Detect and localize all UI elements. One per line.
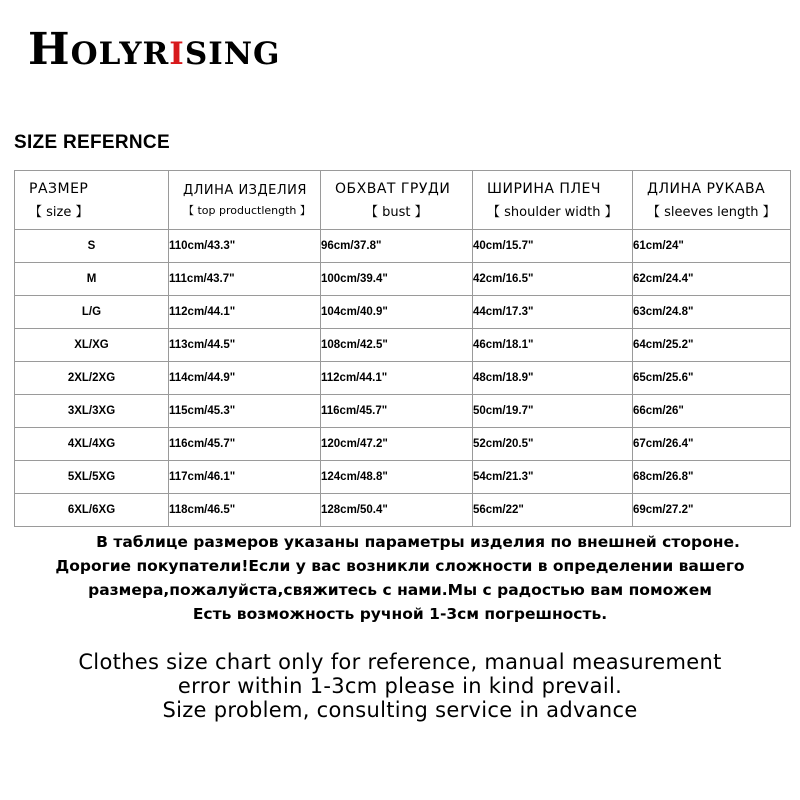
note-line: Clothes size chart only for reference, manual measurement — [78, 650, 722, 674]
table-row — [15, 362, 791, 395]
header-bust — [321, 171, 473, 230]
measure-cell: 114cm/44.9" — [169, 362, 321, 395]
size-cell: 2XL/2XG — [15, 362, 169, 395]
brand-logo — [28, 24, 281, 76]
measure-cell: 66cm/26" — [633, 395, 791, 428]
brand-text-2: SING — [184, 36, 281, 72]
header-ru: РАЗМЕР — [29, 180, 89, 197]
measure-cell: 42cm/16.5" — [473, 263, 633, 296]
note-line: В таблице размеров указаны параметры изделия по внешней стороне. — [96, 533, 740, 551]
brand-accent-letter: I — [169, 36, 185, 72]
measure-cell: 110cm/43.3" — [169, 230, 321, 263]
measure-cell: 69cm/27.2" — [633, 494, 791, 527]
table-row — [15, 461, 791, 494]
measure-cell: 62cm/24.4" — [633, 263, 791, 296]
measure-cell: 112cm/44.1" — [169, 296, 321, 329]
header-length — [169, 171, 321, 230]
header-ru: ШИРИНА ПЛЕЧ — [487, 180, 601, 197]
table-row — [15, 494, 791, 527]
measure-cell: 61cm/24" — [633, 230, 791, 263]
table-body — [15, 230, 791, 527]
table-row — [15, 428, 791, 461]
table-row — [15, 329, 791, 362]
measure-cell: 56cm/22" — [473, 494, 633, 527]
measure-cell: 112cm/44.1" — [321, 362, 473, 395]
brand-text-1: OLYR — [70, 36, 170, 72]
measure-cell: 120cm/47.2" — [321, 428, 473, 461]
measure-cell: 65cm/25.6" — [633, 362, 791, 395]
size-cell: XL/XG — [15, 329, 169, 362]
notes-russian — [0, 530, 800, 626]
table-row — [15, 230, 791, 263]
note-line: error within 1-3cm please in kind prevail. — [177, 674, 623, 698]
header-sleeve — [633, 171, 791, 230]
measure-cell: 108cm/42.5" — [321, 329, 473, 362]
table-header-row — [15, 171, 791, 230]
note-line: Дорогие покупатели!Если у вас возникли сложности в определении вашего — [55, 557, 745, 575]
measure-cell: 104cm/40.9" — [321, 296, 473, 329]
size-cell: 3XL/3XG — [15, 395, 169, 428]
measure-cell: 63cm/24.8" — [633, 296, 791, 329]
header-en: 【 size 】 — [29, 204, 89, 220]
measure-cell: 64cm/25.2" — [633, 329, 791, 362]
size-cell: 5XL/5XG — [15, 461, 169, 494]
table-row — [15, 395, 791, 428]
size-cell: 6XL/6XG — [15, 494, 169, 527]
measure-cell: 111cm/43.7" — [169, 263, 321, 296]
note-line: Есть возможность ручной 1-3см погрешность. — [192, 605, 608, 623]
header-ru: ДЛИНА ИЗДЕЛИЯ — [183, 182, 307, 198]
header-en: 【 bust 】 — [365, 204, 428, 220]
measure-cell: 116cm/45.7" — [321, 395, 473, 428]
brand-initial: H — [28, 24, 71, 75]
header-en: 【 top productlength 】 — [183, 203, 311, 217]
measure-cell: 68cm/26.8" — [633, 461, 791, 494]
measure-cell: 128cm/50.4" — [321, 494, 473, 527]
page-title: SIZE REFERNCE — [14, 132, 170, 153]
measure-cell: 67cm/26.4" — [633, 428, 791, 461]
measure-cell: 40cm/15.7" — [473, 230, 633, 263]
notes-english — [0, 650, 800, 722]
measure-cell: 117cm/46.1" — [169, 461, 321, 494]
note-line: размера,пожалуйста,свяжитесь с нами.Мы с радостью вам поможем — [88, 581, 712, 599]
size-cell: L/G — [15, 296, 169, 329]
measure-cell: 100cm/39.4" — [321, 263, 473, 296]
header-ru: ОБХВАТ ГРУДИ — [335, 180, 451, 197]
table-row — [15, 296, 791, 329]
size-cell: M — [15, 263, 169, 296]
measure-cell: 54cm/21.3" — [473, 461, 633, 494]
header-size — [15, 171, 169, 230]
measure-cell: 124cm/48.8" — [321, 461, 473, 494]
size-cell: S — [15, 230, 169, 263]
measure-cell: 52cm/20.5" — [473, 428, 633, 461]
measure-cell: 48cm/18.9" — [473, 362, 633, 395]
measure-cell: 118cm/46.5" — [169, 494, 321, 527]
measure-cell: 46cm/18.1" — [473, 329, 633, 362]
header-en: 【 sleeves length 】 — [647, 204, 776, 220]
measure-cell: 96cm/37.8" — [321, 230, 473, 263]
header-ru: ДЛИНА РУКАВА — [647, 180, 766, 197]
size-cell: 4XL/4XG — [15, 428, 169, 461]
header-en: 【 shoulder width 】 — [487, 204, 618, 220]
measure-cell: 44cm/17.3" — [473, 296, 633, 329]
table-row — [15, 263, 791, 296]
size-table — [14, 170, 791, 527]
header-shoulder — [473, 171, 633, 230]
measure-cell: 115cm/45.3" — [169, 395, 321, 428]
measure-cell: 50cm/19.7" — [473, 395, 633, 428]
measure-cell: 116cm/45.7" — [169, 428, 321, 461]
note-line: Size problem, consulting service in advance — [162, 698, 638, 722]
measure-cell: 113cm/44.5" — [169, 329, 321, 362]
